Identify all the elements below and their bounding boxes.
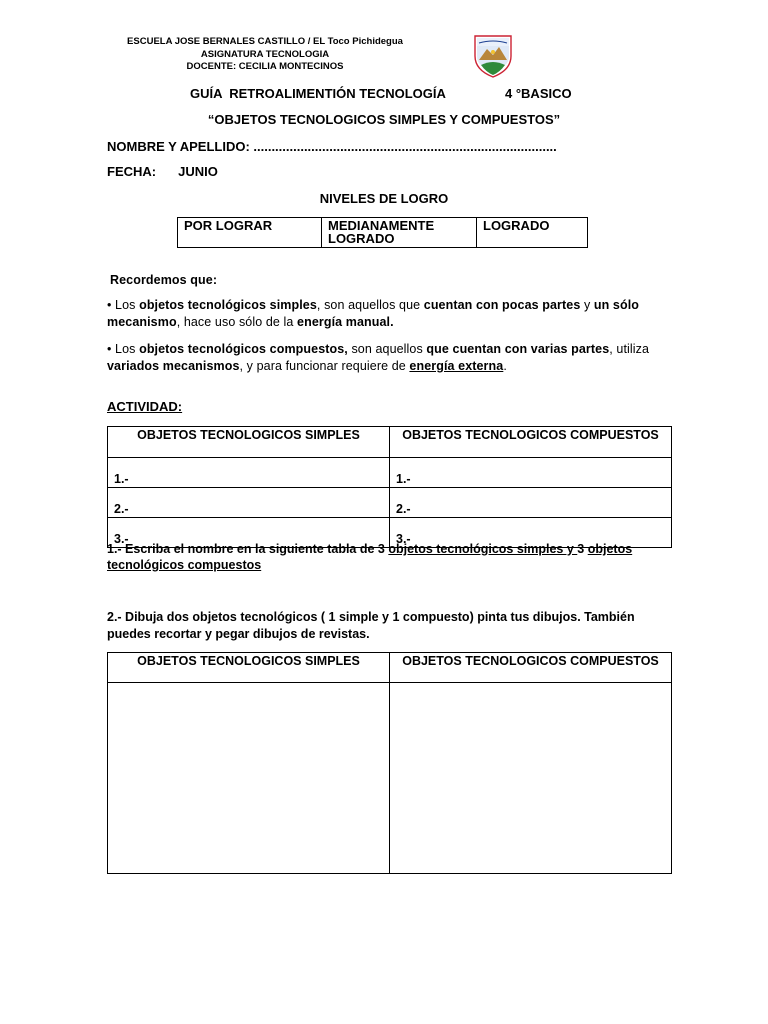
p2-text-g: , y para funcionar requiere de — [239, 359, 410, 373]
instr1-text-d: objetos tecnológicos compuestos — [107, 542, 633, 572]
t1-cell-simple-2[interactable]: 2.- — [108, 488, 390, 518]
p1-term-pocas-partes: cuentan con pocas partes — [423, 298, 581, 312]
p2-text-i: . — [503, 359, 507, 373]
guide-subtitle-text: “OBJETOS TECNOLOGICOS SIMPLES Y COMPUESTOS” — [207, 112, 561, 127]
teacher-name: DOCENTE: CECILIA MONTECINOS — [186, 61, 344, 72]
p2-text-e: , utiliza — [609, 342, 650, 356]
instruction-2: 2.- Dibuja dos objetos tecnológicos ( 1 simple y 1 compuesto) pinta tus dibujos. También puedes recortar y pegar dibujos de revistas. — [107, 610, 635, 641]
p1-text-c: , son aquellos que — [316, 298, 424, 312]
name-field: NOMBRE Y APELLIDO: .................................................................................... — [107, 139, 557, 154]
level-medianamente-logrado: MEDIANAMENTE LOGRADO — [322, 218, 477, 248]
date-label: FECHA: — [107, 164, 157, 179]
p2-term-energia-externa: energía externa — [409, 359, 504, 373]
t1-cell-compuesto-1[interactable]: 1.- — [390, 458, 672, 488]
t2-drawing-box-compuesto[interactable] — [390, 683, 672, 874]
activity-table-1 — [107, 426, 672, 548]
levels-table — [177, 217, 588, 248]
compound-objects-definition — [107, 341, 662, 375]
t1-cell-compuesto-3[interactable]: 3.- — [390, 518, 672, 548]
p2-term-varias-partes: que cuentan con varias partes — [426, 342, 610, 356]
p1-term-mecanismo: un sólo mecanismo — [107, 298, 640, 329]
t1-header-simple: OBJETOS TECNOLOGICOS SIMPLES — [108, 427, 390, 458]
instr1-text-a: 1.- Escriba el nombre en la siguiente tabla de 3 — [107, 542, 389, 556]
level-por-lograr: POR LOGRAR — [178, 218, 322, 248]
t2-header-simple: OBJETOS TECNOLOGICOS SIMPLES — [108, 653, 390, 683]
date-value: JUNIO — [178, 164, 218, 179]
instr1-text-c: 3 — [577, 542, 588, 556]
p1-text-a: • Los — [107, 298, 140, 312]
p1-text-e: y — [580, 298, 594, 312]
level-logrado: LOGRADO — [477, 218, 588, 248]
activity-table-2 — [107, 652, 672, 874]
subject-name: ASIGNATURA TECNOLOGIA — [200, 48, 330, 60]
date-field — [107, 164, 218, 179]
t1-cell-compuesto-2[interactable]: 2.- — [390, 488, 672, 518]
instr1-text-b: objetos tecnológicos simples y — [388, 542, 578, 556]
school-name: ESCUELA JOSE BERNALES CASTILLO / EL Toco Pichidegua — [127, 36, 403, 47]
activity-heading: ACTIVIDAD: — [107, 399, 183, 414]
guide-title: GUÍA RETROALIMENTIÓN TECNOLOGÍA — [190, 86, 446, 101]
p1-term-simple: objetos tecnológicos simples — [139, 298, 317, 312]
guide-grade: 4 °BASICO — [505, 86, 572, 101]
t1-header-compuestos: OBJETOS TECNOLOGICOS COMPUESTOS — [390, 427, 672, 458]
t1-cell-simple-1[interactable]: 1.- — [108, 458, 390, 488]
simple-objects-definition — [107, 297, 662, 331]
t1-cell-simple-3[interactable]: 3.- — [108, 518, 390, 548]
p2-term-compuestos: objetos tecnológicos compuestos, — [139, 342, 348, 356]
p1-text-g: , hace uso sólo de la — [176, 315, 298, 329]
school-header — [105, 36, 425, 74]
recordemos-heading: Recordemos que: — [110, 273, 218, 287]
p2-term-mecanismos: variados mecanismos — [107, 359, 240, 373]
p1-term-energia: energía manual. — [297, 315, 394, 329]
instruction-1 — [107, 541, 667, 573]
school-logo — [470, 32, 516, 78]
t2-drawing-box-simple[interactable] — [108, 683, 390, 874]
levels-title: NIVELES DE LOGRO — [319, 191, 449, 206]
guide-subtitle — [0, 112, 768, 127]
p2-text-c: son aquellos — [347, 342, 427, 356]
p2-text-a: • Los — [107, 342, 140, 356]
t2-header-compuestos: OBJETOS TECNOLOGICOS COMPUESTOS — [390, 653, 672, 683]
